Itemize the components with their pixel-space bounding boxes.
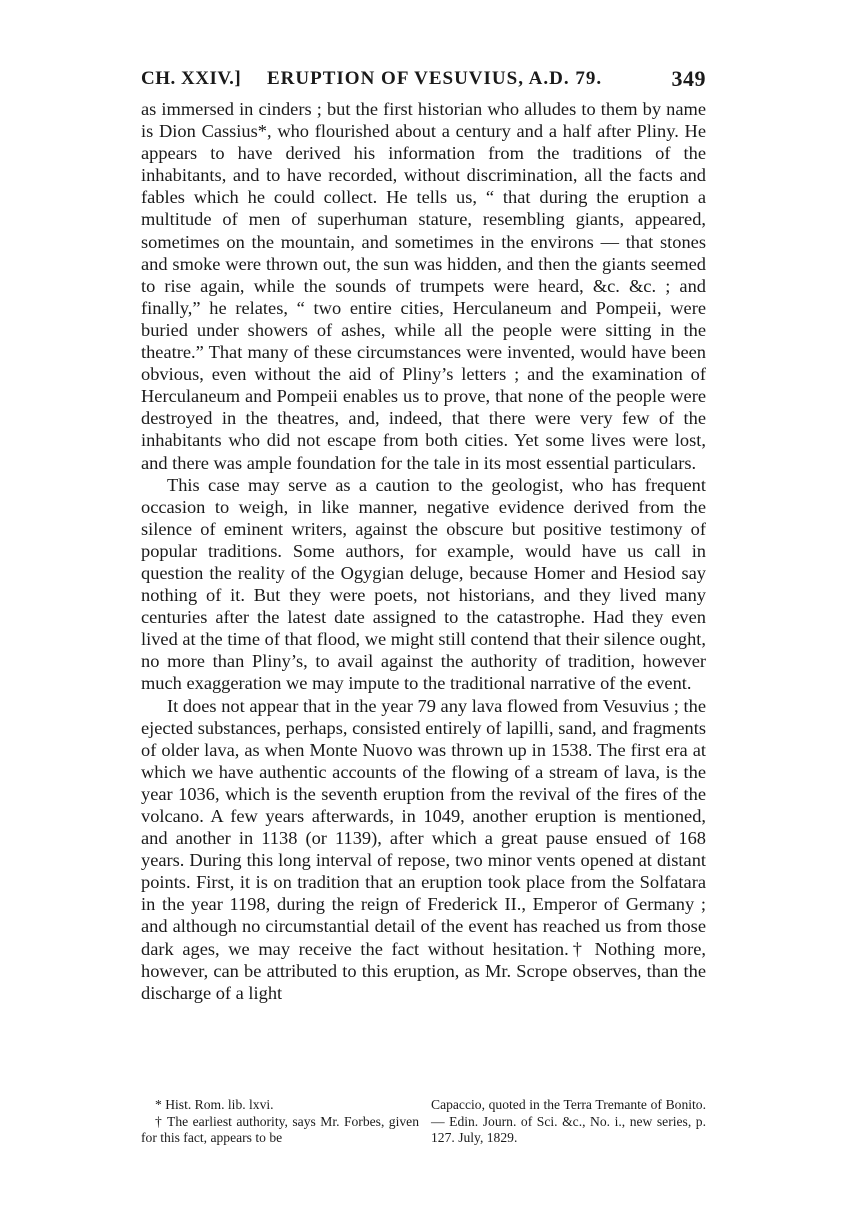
footnotes-left-column (141, 1097, 419, 1147)
page-number: 349 (671, 66, 706, 91)
running-header (141, 62, 706, 92)
footnote-dion: * Hist. Rom. lib. lxvi. (155, 1097, 274, 1112)
paragraph-1: as immersed in cinders ; but the first historian who alludes to them by name is Dion Cassius*, who flourished about a century and a half after Pliny. He appears to have derived his information from the traditions of the inhabitants, and to have recorded, without discrimination, all the facts and fables which he could collect. He tells us, “ that during the eruption a multitude of men of superhuman stature, resembling giants, appeared, sometimes on the mountain, and sometimes in the environs — that stones and smoke were thrown out, the sun was hidden, and then the giants seemed to rise again, while the sounds of trumpets were heard, &c. &c. ; and finally,” he relates, “ two entire cities, Herculaneum and Pompeii, were buried under showers of ashes, while all the people were sitting in the theatre.” That many of these circumstances were invented, would have been obvious, even without the aid of Pliny’s letters ; and the examination of Herculaneum and Pompeii enables us to prove, that none of the people were destroyed in the theatres, and, indeed, that there were very few of the inhabitants who did not escape from both cities. Yet some lives were lost, and there was ample foundation for the tale in its most essential particulars. (141, 99, 706, 473)
footnotes-right-column (431, 1097, 706, 1147)
chapter-label: CH. XXIV.] (141, 68, 242, 89)
footnote-earliest-authority: † The earliest authority, says Mr. Forbes, given for this fact, appears to be (141, 1113, 419, 1145)
running-title: ERUPTION OF VESUVIUS, A.D. 79. (267, 68, 603, 89)
paragraph-2: This case may serve as a caution to the geologist, who has frequent occasion to weigh, in like manner, negative evidence derived from the silence of eminent writers, against the obscure but positive testimony of popular traditions. Some authors, for example, would have us call in question the reality of the Ogygian deluge, because Homer and Hesiod say nothing of it. But they were poets, not historians, and they lived many centuries after the latest date assigned to the catastrophe. Had they even lived at the time of that flood, we might still contend that their silence ought, no more than Pliny’s, to avail against the authority of tradition, however much exaggeration we may impute to the traditional narrative of the event. (141, 474, 706, 694)
body-text (141, 98, 706, 1004)
footnote-continuation: Capaccio, quoted in the Terra Tremante of Bonito. — Edin. Journ. of Sci. &c., No. i., new series, p. 127. July, 1829. (431, 1097, 706, 1145)
paragraph-3: It does not appear that in the year 79 any lava flowed from Vesuvius ; the ejected substances, perhaps, consisted entirely of lapilli, sand, and fragments of older lava, as when Monte Nuovo was thrown up in 1538. The first era at which we have authentic accounts of the flowing of a stream of lava, is the year 1036, which is the seventh eruption from the revival of the fires of the volcano. A few years afterwards, in 1049, another eruption is mentioned, and another in 1138 (or 1139), after which a great pause ensued of 168 years. During this long interval of repose, two minor vents opened at distant points. First, it is on tradition that an eruption took place from the Solfatara in the year 1198, during the reign of Frederick II., Emperor of Germany ; and although no circumstantial detail of the event has reached us from those dark ages, we may receive the fact without hesitation.† Nothing more, however, can be attributed to this eruption, as Mr. Scrope observes, than the discharge of a light (141, 695, 706, 1003)
